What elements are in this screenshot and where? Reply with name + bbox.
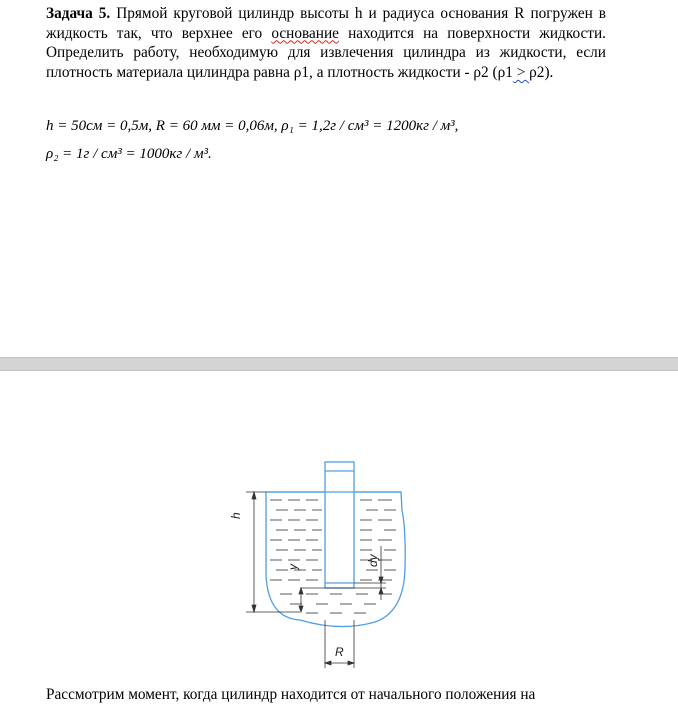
problem-line5a: плотность жидкости - ρ2 (ρ1 [327,63,513,81]
vessel-outline [266,492,405,627]
cylinder-body [325,462,354,588]
problem-line2a: погружен в жидкость так, что верхнее его [46,5,606,42]
spellcheck-word[interactable]: основание [271,24,339,42]
problem-line5c: ρ2). [529,63,554,81]
label-R: R [335,645,344,659]
problem-line4: цилиндра из жидкости, если плотность материала цилиндра равна ρ1, а [46,44,606,81]
label-h: h [229,512,243,519]
problem-line3: поверхности жидкости. Определить работу, необходимую для извлечения [46,24,606,62]
formula-given-2: ρ₂ = 1г / см³ = 1000кг / м³. [46,146,212,162]
problem-line2c: находится на [338,24,439,42]
label-dy: dy [366,554,380,567]
problem-line1: Прямой круговой цилиндр высоты h и радиуса основания R [110,5,525,22]
label-y: y [286,564,300,570]
formula-given-1: h = 50см = 0,5м, R = 60 мм = 0,06м, ρ₁ = 1,2г / см³ = 1200кг / м³, [46,118,459,134]
continuation-text: Рассмотрим момент, когда цилиндр находится от начального положения на [46,686,536,703]
problem-title: Задача 5. [46,5,111,22]
grammar-mark[interactable]: > [512,63,530,81]
